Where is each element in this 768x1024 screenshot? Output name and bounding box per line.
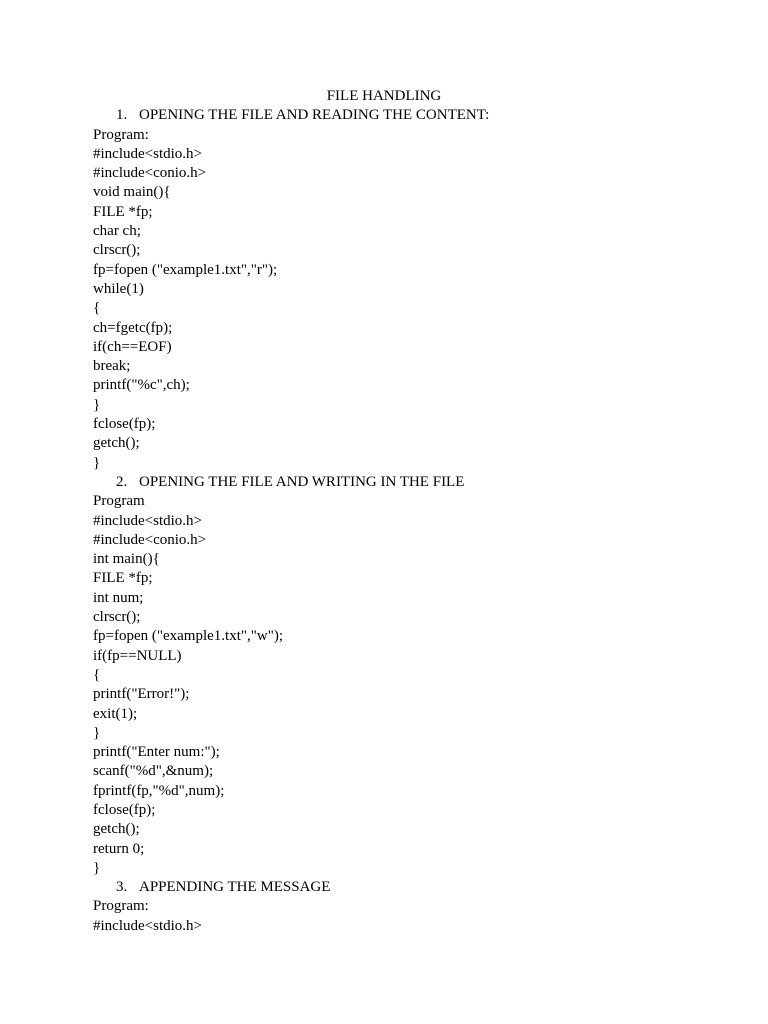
code-line: void main(){ [93, 184, 171, 201]
code-line: scanf("%d",&num); [93, 763, 214, 780]
code-line: #include<stdio.h> [93, 145, 202, 162]
code-line: printf("%c",ch); [93, 377, 190, 394]
code-line: fp=fopen ("example1.txt","w"); [93, 628, 283, 645]
code-line: int num; [93, 589, 144, 606]
section-heading [93, 473, 733, 492]
code-line: printf("Enter num:"); [93, 744, 220, 761]
code-line: #include<stdio.h> [93, 917, 202, 934]
code-line: while(1) [93, 280, 144, 297]
code-line: FILE *fp; [93, 203, 153, 220]
code-line: getch(); [93, 435, 140, 452]
section-heading-text: OPENING THE FILE AND WRITING IN THE FILE [139, 473, 465, 490]
code-line: fp=fopen ("example1.txt","r"); [93, 261, 278, 278]
code-line: #include<conio.h> [93, 531, 207, 548]
code-line: printf("Error!"); [93, 686, 190, 703]
section-number: 1. [116, 107, 128, 124]
document-body [93, 106, 733, 936]
section-heading-text: APPENDING THE MESSAGE [139, 879, 331, 896]
code-line: fprintf(fp,"%d",num); [93, 782, 225, 799]
code-line: getch(); [93, 821, 140, 838]
code-line: #include<conio.h> [93, 165, 207, 182]
section-heading [93, 878, 733, 897]
code-line: fclose(fp); [93, 416, 156, 433]
code-line: clrscr(); [93, 609, 141, 626]
section-heading-text: OPENING THE FILE AND READING THE CONTENT: [139, 107, 490, 124]
program-label: Program: [93, 898, 149, 915]
code-line: FILE *fp; [93, 570, 153, 587]
code-line: { [93, 666, 101, 683]
code-line: return 0; [93, 840, 145, 857]
code-line: if(ch==EOF) [93, 338, 172, 355]
code-line: if(fp==NULL) [93, 647, 182, 664]
code-line: int main(){ [93, 551, 160, 568]
code-line: fclose(fp); [93, 801, 156, 818]
code-line: } [93, 396, 101, 413]
code-line: ch=fgetc(fp); [93, 319, 173, 336]
code-line: clrscr(); [93, 242, 141, 259]
document-title: FILE HANDLING [326, 88, 442, 104]
program-label: Program [93, 493, 145, 510]
section-number: 3. [116, 879, 128, 896]
code-line: exit(1); [93, 705, 138, 722]
code-line: { [93, 300, 101, 317]
code-line: } [93, 454, 101, 471]
code-line: } [93, 859, 101, 876]
program-label: Program: [93, 126, 149, 143]
code-line: char ch; [93, 223, 141, 240]
code-line: #include<stdio.h> [93, 512, 202, 529]
section-heading [93, 106, 733, 125]
code-line: break; [93, 358, 131, 375]
code-line: } [93, 724, 101, 741]
section-number: 2. [116, 473, 128, 490]
